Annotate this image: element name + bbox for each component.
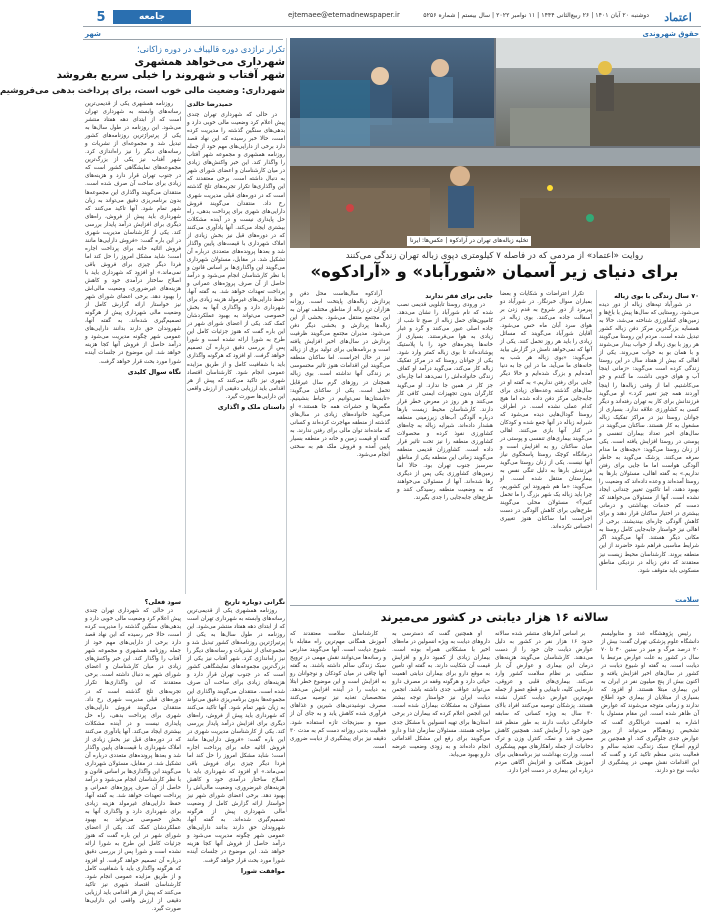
column-divider bbox=[185, 100, 186, 594]
author-byline: حمیدرضا خالدی bbox=[187, 101, 233, 108]
left-article-col-1 bbox=[187, 100, 285, 594]
main-headline: برای دنیای زیر آسمان «شورآباد» و «آراد‌کوه» bbox=[310, 262, 679, 281]
contact-email[interactable]: ejtemaee@etemadnewspaper.ir bbox=[288, 11, 400, 19]
column-divider bbox=[596, 290, 597, 590]
left-article-paragraph: در حالی که شهرداری تهران چندی پیش اعلام کرد وضعیت مالی خوبی دارد و بدهی‌های سنگین گذشته را مدیریت کرده است، حالا خبر رسیده که این نهاد قصد دارد برخی از دارایی‌های مهم خود از جمله روزنامه همشهری و مجموعه شهر آفتاب را واگذار کند. این خبر واکنش‌های زیادی در میان کارشناسان و اعضای شورای شهر به دنبال داشته است. برخی معتقدند که این واگذاری‌ها تکرار تجربه‌های تلخ گذشته است که در دوره‌های قبلی مدیریت شهری رخ داد. منتقدان می‌گویند فروش دارایی‌های شهری برای پرداخت بدهی، راه حل پایداری نیست و در آینده مشکلات بیشتری ایجاد می‌کند. آنها یادآوری می‌کنند که در دوره‌های قبل نیز بخش زیادی از املاک شهرداری با قیمت‌های پایین واگذار شد و بعدها پرونده‌های متعددی درباره آن تشکیل شد. در مقابل، مسئولان شهرداری می‌گویند این واگذاری‌ها بر اساس قانون و با نظر کارشناسان انجام می‌شود و درآمد حاصل از آن صرف پروژه‌های عمرانی و پرداخت تعهدات خواهد شد. به گفته آنها، حفظ دارایی‌های غیرمولد هزینه زیادی برای شهرداری دارد و واگذاری آنها به بخش خصوصی می‌تواند به بهبود عملکردشان کمک کند. یکی از اعضای شورای شهر در این باره گفت که هنوز جزئیات کامل این طرح به شورا ارائه نشده است و شورا پس از بررسی دقیق درباره آن تصمیم خواهد گرفت. او افزود که هرگونه واگذاری باید با شفافیت کامل و از طریق مزایده عمومی انجام شود. کارشناسان اقتصاد شهری نیز تاکید می‌کنند که پیش از هر اقدامی باید ارزیابی دقیقی از ارزش واقعی این دارایی‌ها صورت گیرد. bbox=[85, 608, 181, 912]
left-article-col-2 bbox=[85, 100, 181, 594]
main-article-paragraph: در ورودی روستا تابلویی قدیمی نصب شده که نام شورآباد را نشان می‌دهد. کامیون‌های حمل زباله از صبح تا شب از جاده اصلی عبور می‌کنند و گرد و غبار زیادی به هوا می‌فرستند. بسیاری از خانه‌ها پنجره‌های خود را با پلاستیک پوشانده‌اند تا بوی زباله کمتر وارد شود. یکی از جوانان روستا که در مرکز تفکیک زباله کار می‌کند، می‌گوید درآمد او کفاف زندگی خانواده‌اش را نمی‌دهد اما چاره‌ای جز کار در همین جا ندارد. او می‌گوید کارگران بدون تجهیزات ایمنی کافی کار می‌کنند و هر روز در معرض خطر قرار دارند. کارشناسان محیط زیست بارها درباره آلودگی آب‌های زیرزمینی منطقه هشدار داده‌اند. شیرابه زباله به چاه‌های کشاورزی نفوذ کرده و محصولات کشاورزی منطقه را نیز تحت تاثیر قرار داده است. کشاورزان قدیمی منطقه می‌گویند زمانی این منطقه یکی از مناطق سرسبز جنوب تهران بود. حالا اما زمین‌های کشاورزی یکی پس از دیگری رها شده‌اند. آنها از مسئولان می‌خواهند که به وضعیت منطقه رسیدگی کنند و طرح‌های جابه‌جایی را جدی بگیرند. bbox=[397, 302, 493, 502]
main-article-col-2 bbox=[397, 290, 493, 590]
main-article-paragraph: تکرار اعتراضات و شکایات و بعضا بمباران سوال خبرنگار. در شورآباد دو پیرمرد از دور شروع به قدم زدن بر آسفالت جاده می‌کنند. بوی زباله در هوای سرد آبان ماه حس می‌شود. آقایان شورآباد می‌گویند که مسائل زیادی را باید هر روز تحمل کنند. یکی از آنها که نمی‌خواهد نامش در گزارش بیاید می‌گوید: «بوی زباله هر شب به خانه‌های ما می‌آید. ما در این جا به دنیا آمده‌ایم و بزرگ شده‌ایم و حالا دیگر جایی برای رفتن نداریم.» به گفته او در سال‌های گذشته وعده‌های زیادی برای جابه‌جایی مرکز دفن داده شده اما هیچ کدام عملی نشده است. در اطراف روستا گودال‌هایی دیده می‌شود که شیرابه زباله در آنها جمع شده و کودکان در کنار آنها بازی می‌کنند. اهالی می‌گویند بیماری‌های تنفسی و پوستی در میان ساکنان رو به افزایش است و درمانگاه کوچک روستا پاسخگوی نیاز آنها نیست. یکی از زنان روستا می‌گوید فرزندش بارها به دلیل تنگی نفس به بیمارستان منتقل شده است. او می‌گوید: «ما هم شهروند این کشوریم، چرا باید زباله یک شهر بزرگ را ما تحمل کنیم؟» مسئولان محلی می‌گویند طرح‌هایی برای کاهش آلودگی در دست اجراست اما ساکنان هنوز تغییری احساس نکرده‌اند. bbox=[500, 291, 592, 531]
bottom-article-col-2 bbox=[495, 630, 593, 812]
left-article-headline-line-2: شهر آفتاب و شهروند را خیلی سریع بفروشد bbox=[56, 69, 285, 81]
left-article-col-3 bbox=[85, 596, 181, 912]
left-article-paragraph: روزنامه همشهری یکی از قدیمی‌ترین رسانه‌های وابسته به شهرداری تهران است که از ابتدای دهه هفتاد منتشر می‌شود. این روزنامه در طول سال‌ها به یکی از پرتیراژترین روزنامه‌های کشور تبدیل شد و مجموعه‌ای از نشریات و رسانه‌های دیگر را نیز راه‌اندازی کرد. شهر آفتاب نیز یکی از بزرگ‌ترین مجموعه‌های نمایشگاهی کشور است که در جنوب تهران قرار دارد و هزینه‌های زیادی برای ساخت آن صرف شده است. منتقدان می‌گویند واگذاری این مجموعه‌ها بدون برنامه‌ریزی دقیق می‌تواند به زیان شهر تمام شود. آنها تاکید می‌کنند که شهرداری باید پیش از فروش، راه‌های دیگری برای افزایش درآمد پایدار بررسی کند. یکی از کارشناسان مدیریت شهری در این باره گفت: «فروش دارایی‌ها مانند فروش اثاثیه خانه برای پرداخت اجاره است؛ شاید مشکل امروز را حل کند اما فردا دیگر چیزی برای فروش باقی نمی‌ماند.» او افزود که شهرداری باید با اصلاح ساختار درآمدی خود و کاهش هزینه‌های غیرضروری، وضعیت مالی‌اش را بهبود دهد. برخی اعضای شورای شهر نیز خواستار ارائه گزارش کامل از وضعیت مالی شهرداری پیش از هرگونه تصمیم‌گیری شده‌اند. به گفته آنها، شهروندان حق دارند بدانند دارایی‌های عمومی شهر چگونه مدیریت می‌شود و درآمد حاصل از فروش آنها کجا هزینه خواهد شد. این موضوع در جلسات آینده شورا مورد بحث قرار خواهد گرفت. bbox=[187, 608, 285, 864]
left-article-subhead-4: سود فعلی؟ bbox=[144, 598, 181, 606]
photo-collage bbox=[290, 38, 700, 248]
bottom-article-col-1 bbox=[601, 630, 699, 812]
main-article-paragraph: آراد‌کوه سال‌هاست محل دفن و پردازش زباله‌های پایتخت است. روزانه هزاران تن زباله از مناطق مختلف تهران به این مجتمع منتقل می‌شود. بخشی از این زباله‌ها پردازش و بخشی دیگر دفن می‌شود. مدیران مجتمع می‌گویند ظرفیت پردازش در سال‌های اخیر افزایش یافته است و برنامه‌هایی برای تولید برق از زباله نیز در حال اجراست. اما ساکنان منطقه می‌گویند این اقدامات هنوز تاثیر محسوسی بر زندگی آنها نداشته است. بوی زباله همچنان در روزهای گرم سال غیرقابل تحمل است. یکی از ساکنان می‌گوید: «تابستان‌ها نمی‌توانیم در حیاط بنشینیم. مگس‌ها و حشرات همه جا هستند.» او می‌گوید خانواده‌های زیادی در سال‌های گذشته از منطقه مهاجرت کرده‌اند و کسانی که مانده‌اند توان مالی برای رفتن ندارند. به گفته او قیمت زمین و خانه در منطقه بسیار پایین آمده و فروش ملک هم به سختی انجام می‌شود. bbox=[290, 291, 390, 458]
right-column-text bbox=[599, 290, 699, 590]
dateline: دوشنبه ۲۰ آبان ۱۴۰۱ | ۲۶ ربیع‌الثانی ۱۴۴۴ | ۱۱ نوامبر ۲۰۲۲ | سال بیستم | شماره ۵۲۵۶ bbox=[423, 12, 649, 19]
left-article-subhead-5: موافقت شورا bbox=[240, 866, 285, 875]
divider bbox=[290, 605, 699, 606]
left-article-kicker: تکرار تراژدی دوره قالیباف در دوره زاکانی؛ bbox=[137, 44, 285, 54]
photo-caption: تخلیه زباله‌های تهران در آراد‌کوه | عکس‌ها: ایرنا bbox=[407, 236, 531, 246]
photo-collage-graphic bbox=[290, 38, 700, 248]
section-label-city: شهر bbox=[85, 30, 101, 38]
left-article-paragraph: در حالی که شهرداری تهران چندی پیش اعلام کرد وضعیت مالی خوبی دارد و بدهی‌های سنگین گذشته را مدیریت کرده است، حالا خبر رسیده که این نهاد قصد دارد برخی از دارایی‌های مهم خود از جمله روزنامه همشهری و مجموعه شهر آفتاب را واگذار کند. این خبر واکنش‌های زیادی در میان کارشناسان و اعضای شورای شهر به دنبال داشته است. برخی معتقدند که این واگذاری‌ها تکرار تجربه‌های تلخ گذشته است که در دوره‌های قبلی مدیریت شهری رخ داد. منتقدان می‌گویند فروش دارایی‌های شهری برای پرداخت بدهی، راه حل پایداری نیست و در آینده مشکلات بیشتری ایجاد می‌کند. آنها یادآوری می‌کنند که در دوره‌های قبل نیز بخش زیادی از املاک شهرداری با قیمت‌های پایین واگذار شد و بعدها پرونده‌های متعددی درباره آن تشکیل شد. در مقابل، مسئولان شهرداری می‌گویند این واگذاری‌ها بر اساس قانون و با نظر کارشناسان انجام می‌شود و درآمد حاصل از آن صرف پروژه‌های عمرانی و پرداخت تعهدات خواهد شد. به گفته آنها، حفظ دارایی‌های غیرمولد هزینه زیادی برای شهرداری دارد و واگذاری آنها به بخش خصوصی می‌تواند به بهبود عملکردشان کمک کند. یکی از اعضای شورای شهر در این باره گفت که هنوز جزئیات کامل این طرح به شورا ارائه نشده است و شورا پس از بررسی دقیق درباره آن تصمیم خواهد گرفت. او افزود که هرگونه واگذاری باید با شفافیت کامل و از طریق مزایده عمومی انجام شود. کارشناسان اقتصاد شهری نیز تاکید می‌کنند که پیش از هر اقدامی باید ارزیابی دقیقی از ارزش واقعی این دارایی‌ها صورت گیرد. bbox=[187, 112, 285, 400]
left-article-subhead-1: داستان ملک و اگذاری bbox=[217, 402, 285, 411]
section-label-rights: حقوق شهروندی bbox=[642, 30, 699, 38]
bottom-article-col-4 bbox=[290, 630, 386, 812]
bottom-article-paragraph: کارشناسان سلامت معتقدند که آموزش همگانی مهم‌ترین راه مقابله با شیوع دیابت است. آنها می‌گویند مدارس و رسانه‌ها می‌توانند نقش مهمی در ترویج سبک زندگی سالم داشته باشند. به گفته آنها چاقی در میان کودکان و نوجوانان رو به افزایش است و این موضوع خطر ابتلا به دیابت را در آینده افزایش می‌دهد. متخصصان تغذیه نیز توصیه می‌کنند مصرف نوشیدنی‌های شیرین و غذاهای فرآوری شده کاهش یابد و به جای آن از میوه و سبزیجات تازه استفاده شود. فعالیت بدنی روزانه دست کم به مدت ۳۰ دقیقه نیز برای پیشگیری از دیابت ضروری است. bbox=[290, 631, 386, 750]
left-article-col-4 bbox=[187, 596, 285, 875]
section-badge: جامعه bbox=[113, 10, 191, 24]
newspaper-logo: اعتماد bbox=[664, 10, 692, 24]
section-label-health: سلامت bbox=[675, 596, 699, 604]
left-article-subhead-3: نگرانی دوباره تاریخ bbox=[224, 598, 285, 606]
page-header bbox=[83, 8, 701, 27]
left-article-subhead-2: نگاه سوال کلیدی bbox=[127, 367, 181, 376]
right-column-subhead: ۷۰ سال زندگی با بوی زباله bbox=[614, 292, 699, 300]
bottom-headline: سالانه ۱۶ هزار دیابتی در کشور می‌میرند bbox=[380, 610, 609, 624]
bottom-article-paragraph: رئیس پژوهشگاه غدد و متابولیسم دانشگاه علوم پزشکی تهران گفت: بیش از ۲۰ درصد مرگ و میر در سنین ۴۰ تا ۷۰ سال در کشور به علت عوارض مرتبط با دیابت است. به گفته او شیوع دیابت در کشور در سال‌های اخیر افزایش یافته و اکنون بیش از پنج میلیون نفر در ایران به این بیماری مبتلا هستند. او افزود که بسیاری از مبتلایان از بیماری خود اطلاع ندارند و زمانی متوجه می‌شوند که عوارض آن ظاهر شده است. این مقام مسئول با اشاره به اهمیت غربالگری گفت که تشخیص زودهنگام می‌تواند از بروز عوارض جدی جلوگیری کند. او همچنین بر لزوم اصلاح سبک زندگی، تغذیه سالم و فعالیت بدنی منظم تاکید کرد و گفت که این اقدامات نقش مهمی در پیشگیری از دیابت نوع دو دارند. bbox=[601, 631, 699, 774]
page-number: 5 bbox=[96, 9, 106, 25]
divider bbox=[83, 39, 283, 40]
bottom-article-paragraph: او همچنین گفت که دسترسی به داروهای دیابت به ویژه انسولین در ماه‌های اخیر با مشکلاتی همراه بوده است. بیماران زیادی از کمبود دارو و افزایش قیمت آن شکایت دارند. به گفته او، تامین به موقع دارو برای بیماران دیابتی اهمیت حیاتی دارد و هرگونه وقفه در مصرف دارو می‌تواند عواقب جدی داشته باشد. انجمن دیابت ایران نیز خواستار توجه بیشتر مسئولان به مشکلات بیماران شده است. این انجمن اعلام کرده که بیماران در برخی استان‌ها برای تهیه انسولین با مشکل جدی مواجه هستند. مسئولان سازمان غذا و دارو می‌گویند برای رفع این مشکل اقداماتی انجام داده‌اند و به زودی وضعیت عرضه دارو بهبود می‌یابد. bbox=[392, 631, 490, 758]
main-kicker: روایت «اعتماد» از مردمی که در فاصله ۷ کیلومتری دپوی زباله تهران زندگی می‌کنند bbox=[345, 251, 644, 261]
bottom-article-col-3 bbox=[392, 630, 490, 812]
column-divider bbox=[286, 38, 287, 812]
left-article-subhead: شهرداری: وضعیت مالی خوب است، برای پرداخت بدهی می‌فروشیم bbox=[0, 86, 285, 96]
left-article-paragraph: روزنامه همشهری یکی از قدیمی‌ترین رسانه‌های وابسته به شهرداری تهران است که از ابتدای دهه هفتاد منتشر می‌شود. این روزنامه در طول سال‌ها به یکی از پرتیراژترین روزنامه‌های کشور تبدیل شد و مجموعه‌ای از نشریات و رسانه‌های دیگر را نیز راه‌اندازی کرد. شهر آفتاب نیز یکی از بزرگ‌ترین مجموعه‌های نمایشگاهی کشور است که در جنوب تهران قرار دارد و هزینه‌های زیادی برای ساخت آن صرف شده است. منتقدان می‌گویند واگذاری این مجموعه‌ها بدون برنامه‌ریزی دقیق می‌تواند به زیان شهر تمام شود. آنها تاکید می‌کنند که شهرداری باید پیش از فروش، راه‌های دیگری برای افزایش درآمد پایدار بررسی کند. یکی از کارشناسان مدیریت شهری در این باره گفت: «فروش دارایی‌ها مانند فروش اثاثیه خانه برای پرداخت اجاره است؛ شاید مشکل امروز را حل کند اما فردا دیگر چیزی برای فروش باقی نمی‌ماند.» او افزود که شهرداری باید با اصلاح ساختار درآمدی خود و کاهش هزینه‌های غیرضروری، وضعیت مالی‌اش را بهبود دهد. برخی اعضای شورای شهر نیز خواستار ارائه گزارش کامل از وضعیت مالی شهرداری پیش از هرگونه تصمیم‌گیری شده‌اند. به گفته آنها، شهروندان حق دارند بدانند دارایی‌های عمومی شهر چگونه مدیریت می‌شود و درآمد حاصل از فروش آنها کجا هزینه خواهد شد. این موضوع در جلسات آینده شورا مورد بحث قرار خواهد گرفت. bbox=[85, 101, 181, 365]
main-article-col-3 bbox=[290, 290, 390, 590]
left-article-headline-line-1: شهرداری می‌خواهد همشهری bbox=[134, 56, 285, 68]
bottom-article-paragraph: بر اساس آمارهای منتشر شده سالانه حدود ۱۶ هزار نفر در کشور به دلیل عوارض دیابت جان خود را از دست می‌دهند. کارشناسان می‌گویند هزینه‌های درمان این بیماری و عوارض آن بار سنگینی بر نظام سلامت کشور وارد می‌کند. بیماری‌های قلبی و عروقی، نارسایی کلیه، نابینایی و قطع عضو از جمله مهم‌ترین عوارض دیابت کنترل نشده هستند. پزشکان توصیه می‌کنند افراد بالای ۳۰ سال به ویژه کسانی که سابقه خانوادگی دیابت دارند به طور منظم قند خون خود را آزمایش کنند. همچنین کاهش مصرف قند و نمک، کنترل وزن و ترک دخانیات از جمله راهکارهای مهم پیشگیری است. وزارت بهداشت نیز برنامه‌هایی برای آموزش همگانی و افزایش آگاهی مردم درباره این بیماری در دست اجرا دارد. bbox=[495, 631, 593, 774]
main-article-col-1 bbox=[500, 290, 592, 590]
right-column-paragraph: در شورآباد تپه‌های زباله از دور دیده می‌شود. روستایی که سال‌ها پیش با باغ‌ها و زمین‌های کشاورزی شناخته می‌شد، حالا به همسایه بزرگ‌ترین مرکز دفن زباله کشور تبدیل شده است. مردم این روستا می‌گویند هر روز با بوی زباله از خواب بیدار می‌شوند و با همان بو به خواب می‌روند. یکی از اهالی که بیش از هفتاد سال در این روستا زندگی کرده است می‌گوید: «زمانی اینجا آب و هوای خوبی داشت. ما گندم و جو می‌کاشتیم. اما از وقتی زباله‌ها را اینجا آوردند همه چیز تغییر کرد.» او می‌گوید فرزندانش برای کار به تهران رفته‌اند و دیگر کسی به کشاورزی علاقه ندارد. بسیاری از جوانان روستا نیز در مراکز تفکیک زباله مشغول به کار هستند. ساکنان می‌گویند در سال‌های اخیر تعداد بیماران تنفسی و پوستی در روستا افزایش یافته است. یکی از زنان روستا می‌گوید: «بچه‌های ما مدام سرفه می‌کنند. پزشک می‌گوید به خاطر آلودگی هواست اما ما جایی برای رفتن نداریم.» به گفته اهالی، مسئولان بارها به روستا آمده‌اند و وعده داده‌اند که وضعیت را بهبود دهند، اما تاکنون تغییر چندانی ایجاد نشده است. آنها از مسئولان می‌خواهند که دست کم خدمات بهداشتی و درمانی بیشتری در اختیار ساکنان قرار دهند و برای کاهش آلودگی چاره‌ای بیندیشند. برخی از اهالی نیز خواستار جابه‌جایی کامل روستا به مکانی دیگر هستند. آنها می‌گویند اگر شرایط مناسبی فراهم شود حاضرند از این منطقه بروند. کارشناسان محیط زیست نیز معتقدند که دفن زباله در نزدیکی مناطق مسکونی باید متوقف شود. bbox=[598, 302, 699, 574]
main-article-subhead: جایی برای فقر ندارند bbox=[425, 292, 493, 300]
